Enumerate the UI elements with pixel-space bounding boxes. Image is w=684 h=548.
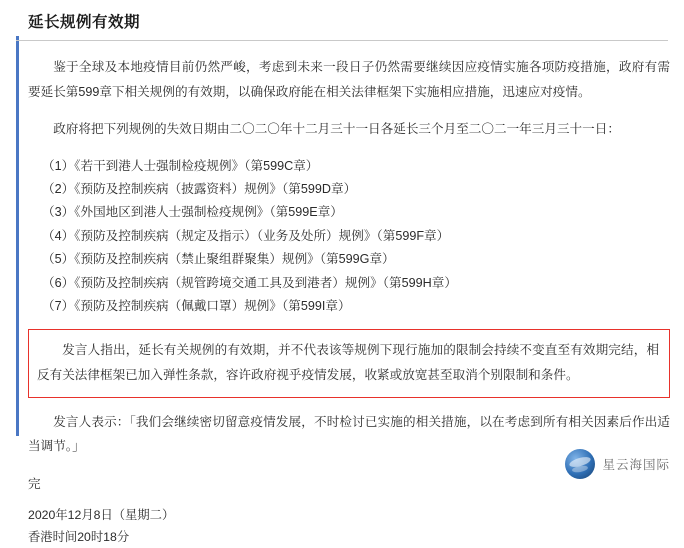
end-mark: 完: [28, 476, 41, 491]
list-item: （1）《若干到港人士强制检疫规例》（第599C章）: [42, 158, 319, 173]
list-item: （6）《预防及控制疾病（规管跨境交通工具及到港者）规例》（第599H章）: [42, 275, 457, 290]
footer-brand: [565, 449, 670, 479]
left-accent-rule: [16, 36, 19, 436]
time-line: 香港时间20时18分: [28, 529, 130, 544]
title-divider: [16, 40, 668, 41]
page-title: 延长规例有效期: [28, 14, 141, 31]
list-item: （4）《预防及控制疾病（规定及指示）（业务及处所）规例》（第599F章）: [42, 228, 450, 243]
list-item: （5）《预防及控制疾病（禁止聚组群聚集）规例》（第599G章）: [42, 252, 395, 267]
highlight-box: [28, 329, 670, 397]
list-item: （7）《预防及控制疾病（佩戴口罩）规例》（第599I章）: [42, 299, 351, 314]
highlight-paragraph: 发言人指出，延长有关规例的有效期，并不代表该等规例下现行施加的限制会持续不变直至有效期完结，相反有关法律框架已加入弹性条款，容许政府视乎疫情发展，收紧或放宽甚至取消个别限制和条件。: [37, 343, 659, 383]
date-stamp: [28, 505, 670, 548]
date-line: 2020年12月8日（星期二）: [28, 508, 175, 523]
cloud-sea-logo-icon: [565, 449, 595, 479]
paragraph-intro: 鉴于全球及本地疫情目前仍然严峻，考虑到未来一段日子仍然需要继续因应疫情实施各项防疫措施，政府有需要延长第599章下相关规例的有效期，以确保政府能在相关法律框架下实施相应措施，迅速应对疫情。: [28, 60, 670, 99]
brand-name: 星云海国际: [602, 458, 670, 472]
paragraph-closing: 发言人表示：「我们会继续密切留意疫情发展，不时检讨已实施的相关措施，以在考虑到所有相关因素后作出适当调节。」: [28, 414, 670, 454]
list-item: （2）《预防及控制疾病（披露资料）规例》（第599D章）: [42, 182, 357, 197]
regulation-list: [28, 155, 670, 318]
list-item: （3）《外国地区到港人士强制检疫规例》（第599E章）: [42, 205, 343, 220]
paragraph-extension: 政府将把下列规例的失效日期由二〇二〇年十二月三十一日各延长三个月至二〇二一年三月三十一日：: [53, 122, 620, 137]
